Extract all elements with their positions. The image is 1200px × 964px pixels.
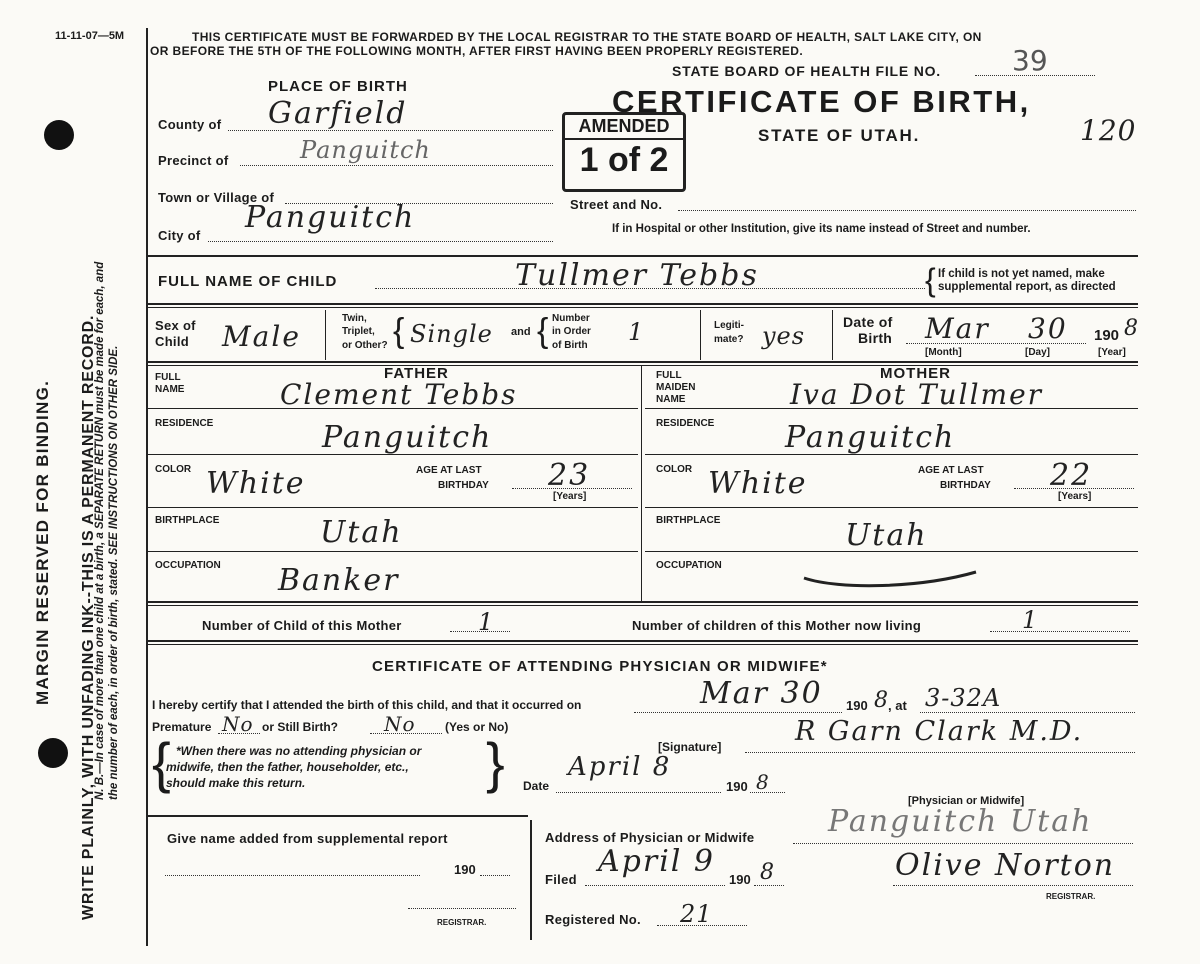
registered-value: 21 [680, 900, 713, 928]
mother-residence-value: Panguitch [785, 420, 956, 455]
living-value: 1 [1022, 606, 1039, 634]
day-label: [Day] [1025, 347, 1051, 358]
address-label: Address of Physician or Midwife [545, 830, 755, 845]
mother-age-value: 22 [1050, 458, 1093, 493]
dob-year-digit: 8 [1124, 316, 1139, 341]
birth-date-value: Mar 30 [700, 676, 823, 711]
stillbirth-value: No [384, 712, 416, 736]
order-label-2: in Order [552, 326, 591, 337]
premature-value: No [222, 712, 254, 736]
child-name-value: Tullmer Tebbs [515, 258, 759, 293]
dob-label-1: Date of [843, 314, 893, 330]
file-number-label: STATE BOARD OF HEALTH FILE NO. [672, 63, 941, 79]
mother-color-value: White [708, 466, 808, 501]
supplemental-heading: Give name added from supplemental report [167, 831, 448, 846]
father-birthplace-value: Utah [320, 515, 403, 550]
filed-year-line [754, 885, 784, 886]
mother-full-label-3: NAME [656, 394, 686, 405]
row-rule [148, 507, 638, 508]
divider-rule [148, 361, 1138, 363]
mother-age-label-2: BIRTHDAY [940, 480, 991, 491]
binder-hole-icon [38, 738, 68, 768]
street-label: Street and No. [570, 197, 663, 212]
precinct-line [240, 165, 553, 166]
twin-label-2: Triplet, [342, 326, 375, 337]
name-note-2: supplemental report, as directed [938, 281, 1116, 293]
row-rule [645, 551, 1138, 552]
mother-full-label-2: MAIDEN [656, 382, 696, 393]
registrar-label: REGISTRAR. [1046, 892, 1096, 901]
father-full-label-1: FULL [155, 372, 181, 383]
physician-heading: CERTIFICATE OF ATTENDING PHYSICIAN OR MIDWIFE* [372, 658, 828, 675]
legit-label-1: Legiti- [714, 320, 744, 331]
margin-note-number: 120 [1080, 114, 1137, 147]
city-label: City of [158, 228, 201, 243]
margin-binding-text: MARGIN RESERVED FOR BINDING. [33, 379, 52, 705]
sex-label-1: Sex of [155, 318, 196, 333]
supplemental-year: 190 [454, 862, 476, 877]
mother-occupation-label: OCCUPATION [656, 560, 722, 571]
certify-date-line [634, 712, 842, 713]
divider-rule [148, 303, 1138, 305]
mother-occupation-dash [800, 568, 980, 598]
physician-note-3: should make this return. [166, 776, 306, 790]
address-line [793, 843, 1133, 844]
twin-value: Single [410, 320, 493, 348]
registrar-signature-line [893, 885, 1133, 886]
father-heading: FATHER [384, 365, 449, 382]
filed-label: Filed [545, 872, 577, 887]
header-notice-2: OR BEFORE THE 5TH OF THE FOLLOWING MONTH, AFTER FIRST HAVING BEEN PROPERLY REGISTERED. [150, 44, 804, 58]
binder-hole-icon [44, 120, 74, 150]
divider-rule [148, 255, 1138, 257]
city-line [208, 241, 553, 242]
premature-label: Premature [152, 720, 212, 734]
father-full-label-2: NAME [155, 384, 185, 395]
dob-month: Mar [925, 312, 990, 345]
street-line [678, 210, 1136, 211]
and-label: and [511, 326, 531, 338]
child-name-label: FULL NAME OF CHILD [158, 273, 338, 290]
signature-line [745, 752, 1135, 753]
amended-stamp-label: AMENDED [565, 115, 683, 140]
divider-rule [148, 815, 528, 817]
father-color-value: White [206, 466, 306, 501]
filed-year-digit: 8 [760, 860, 775, 885]
mother-color-label: COLOR [656, 464, 693, 475]
order-value: 1 [628, 318, 645, 346]
father-color-label: COLOR [155, 464, 192, 475]
file-number-value: 39 [1012, 44, 1048, 77]
state-label: STATE OF UTAH. [758, 126, 921, 145]
certify-year-digit: 8 [874, 688, 889, 713]
order-label-3: of Birth [552, 340, 588, 351]
living-line [990, 631, 1130, 632]
precinct-label: Precinct of [158, 153, 229, 168]
margin-note-1: N. B.—In case of more than one child at a birth, a SEPARATE RETURN must be made for each, and [94, 261, 106, 800]
margin-note-2: the number of each, in order of birth, stated. SEE INSTRUCTIONS ON OTHER SIDE. [108, 345, 120, 800]
date-signed-value: April 8 [568, 752, 672, 782]
mother-full-label-1: FULL [656, 370, 682, 381]
sex-label-2: Child [155, 334, 189, 349]
row-rule [148, 408, 638, 409]
year-label: [Year] [1098, 347, 1126, 358]
row-rule [148, 454, 638, 455]
note-brace-right: } [486, 731, 505, 794]
amended-stamp [562, 112, 686, 192]
filed-line [585, 885, 725, 886]
row-rule [645, 408, 1138, 409]
precinct-value: Panguitch [300, 136, 431, 164]
father-age-label-2: BIRTHDAY [438, 480, 489, 491]
father-occupation-label: OCCUPATION [155, 560, 221, 571]
place-of-birth-heading: PLACE OF BIRTH [268, 78, 408, 95]
twin-brace: { [393, 312, 405, 350]
physician-note-2: midwife, then the father, householder, etc., [166, 760, 409, 774]
row-rule [148, 551, 638, 552]
child-of-mother-value: 1 [478, 608, 495, 636]
legit-value: yes [762, 322, 806, 350]
date-year: 190 [726, 779, 748, 794]
date-line [556, 792, 721, 793]
sex-value: Male [222, 320, 301, 353]
father-age-value: 23 [548, 458, 591, 493]
father-residence-label: RESIDENCE [155, 418, 214, 429]
amended-stamp-count: 1 of 2 [579, 141, 669, 179]
mother-residence-label: RESIDENCE [656, 418, 715, 429]
physician-address-value: Panguitch Utah [828, 804, 1093, 839]
certify-text: I hereby certify that I attended the birth of this child, and that it occurred on [152, 698, 582, 712]
physician-note-1: *When there was no attending physician or [176, 744, 422, 758]
mother-years-label: [Years] [1058, 491, 1092, 502]
twin-label-1: Twin, [342, 313, 367, 324]
father-occupation-value: Banker [278, 563, 400, 598]
county-value: Garfield [268, 96, 408, 131]
certify-year: 190 [846, 698, 868, 713]
cell-divider [325, 310, 326, 360]
row-rule [645, 507, 1138, 508]
form-code: 11-11-07—5M [55, 30, 125, 42]
town-label: Town or Village of [158, 190, 275, 205]
registered-label: Registered No. [545, 912, 641, 927]
child-of-mother-label: Number of Child of this Mother [202, 618, 402, 633]
divider-rule [148, 640, 1138, 642]
parents-divider [641, 365, 642, 602]
filed-date-value: April 9 [598, 844, 716, 879]
margin-rule [146, 28, 148, 946]
divider-rule [148, 605, 1138, 606]
city-value: Panguitch [245, 200, 416, 235]
header-notice-1: THIS CERTIFICATE MUST BE FORWARDED BY THE LOCAL REGISTRAR TO THE STATE BOARD OF HEALTH, SALT LAKE CITY, ON [192, 30, 982, 44]
date-year-line [750, 792, 785, 793]
row-rule [645, 454, 1138, 455]
note-brace-left: { [152, 731, 171, 794]
at-label: , at [888, 698, 907, 713]
mother-heading: MOTHER [880, 365, 951, 382]
date-label: Date [523, 779, 550, 793]
mother-age-label-1: AGE AT LAST [918, 465, 984, 476]
hospital-note: If in Hospital or other Institution, give its name instead of Street and number. [612, 223, 1031, 235]
supplemental-registrar-label: REGISTRAR. [437, 918, 487, 927]
father-name-value: Clement Tebbs [280, 378, 518, 411]
father-residence-value: Panguitch [322, 420, 493, 455]
signature-label: [Signature] [658, 740, 722, 754]
living-label: Number of children of this Mother now living [632, 618, 922, 633]
cell-divider [832, 310, 833, 360]
month-label: [Month] [925, 347, 962, 358]
divider-rule [148, 644, 1138, 645]
physician-signature: R Garn Clark M.D. [795, 716, 1084, 747]
legit-label-2: mate? [714, 334, 744, 345]
divider-rule [148, 307, 1138, 308]
supplemental-name-line [165, 875, 420, 876]
mother-birthplace-value: Utah [845, 518, 928, 553]
filed-year: 190 [729, 872, 751, 887]
date-year-digit: 8 [756, 770, 770, 794]
name-note-1: If child is not yet named, make [938, 268, 1105, 280]
divider-rule [148, 365, 1138, 366]
dob-year: 190 [1094, 327, 1120, 344]
dob-day: 30 [1028, 312, 1068, 345]
twin-label-3: or Other? [342, 340, 388, 351]
yes-or-no-label: (Yes or No) [445, 720, 509, 734]
divider-rule [148, 601, 1138, 603]
father-birthplace-label: BIRTHPLACE [155, 515, 220, 526]
father-age-label-1: AGE AT LAST [416, 465, 482, 476]
order-label-1: Number [552, 313, 590, 324]
supplemental-year-line [480, 875, 510, 876]
mother-name-value: Iva Dot Tullmer [790, 378, 1044, 411]
supplemental-registrar-line [408, 908, 516, 909]
order-brace: { [537, 312, 549, 350]
margin-ink-text: WRITE PLAINLY, WITH UNFADING INK--THIS IS A PERMANENT RECORD. [80, 314, 97, 920]
stillbirth-label: or Still Birth? [262, 720, 338, 734]
physician-or-midwife-label: [Physician or Midwife] [908, 795, 1025, 807]
child-name-brace: { [925, 262, 936, 298]
father-years-label: [Years] [553, 491, 587, 502]
dob-label-2: Birth [858, 330, 893, 346]
cell-divider [700, 310, 701, 360]
birth-time-value: 3-32A [925, 684, 1002, 712]
registrar-signature: Olive Norton [895, 848, 1116, 883]
time-line [920, 712, 1135, 713]
certificate-title: CERTIFICATE OF BIRTH, [612, 84, 1031, 119]
mother-birthplace-label: BIRTHPLACE [656, 515, 721, 526]
county-label: County of [158, 117, 222, 132]
